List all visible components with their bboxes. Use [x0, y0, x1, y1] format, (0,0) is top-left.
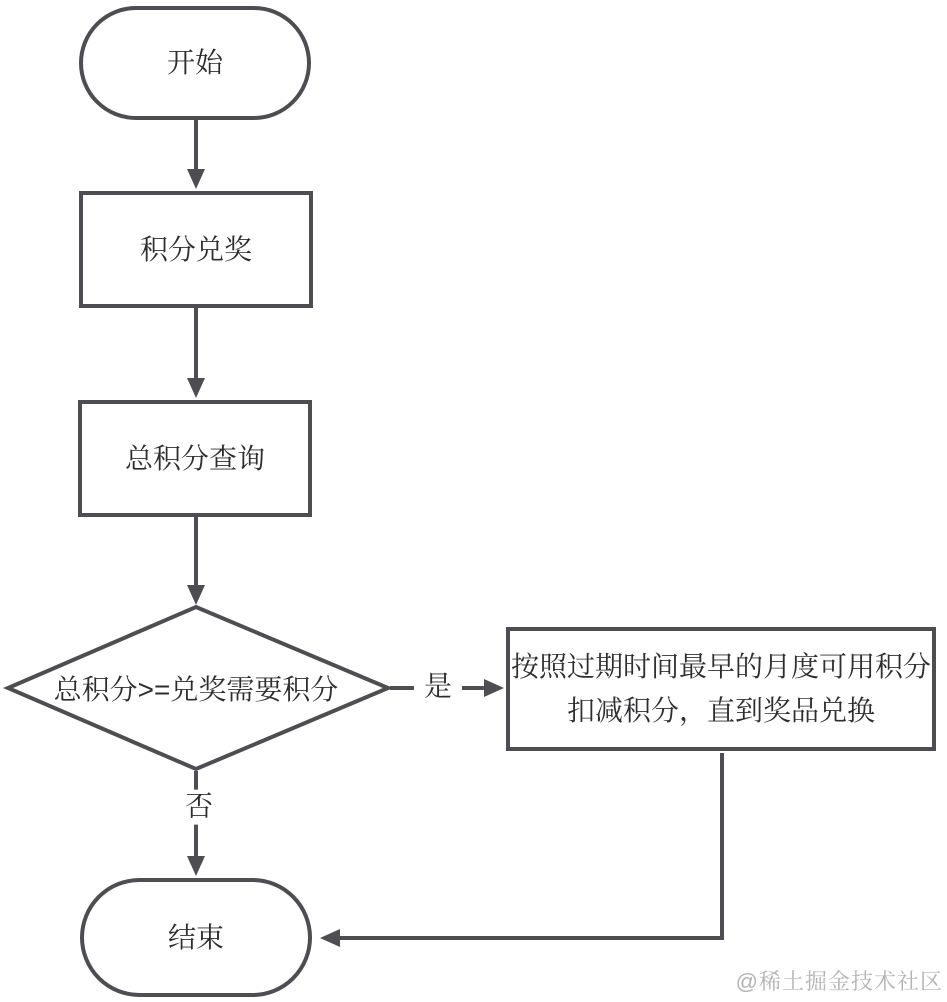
end-node-label: 结束	[167, 921, 224, 953]
arrowhead-redeem-to-query	[187, 378, 205, 398]
process-node-query-label: 总积分查询	[124, 442, 265, 474]
arrowhead-start-to-redeem	[187, 169, 205, 189]
process-node-deduct-line1: 按照过期时间最早的月度可用积分	[510, 651, 931, 682]
process-node-redeem	[79, 191, 313, 308]
edge-deduct-to-end	[340, 753, 722, 938]
process-node-deduct	[506, 627, 936, 751]
process-node-deduct-line2: 扣减积分，直到奖品兑换	[566, 695, 875, 726]
no-edge-label: 否	[175, 790, 223, 825]
process-node-query	[78, 400, 312, 517]
yes-edge-label: 是	[414, 670, 462, 705]
end-node	[80, 878, 312, 997]
decision-node-label: 总积分>=兑奖需要积分	[53, 674, 339, 705]
watermark-text: @稀土掘金技术社区	[735, 969, 943, 994]
arrowhead-decision-to-deduct	[484, 679, 504, 697]
process-node-redeem-label: 积分兑奖	[139, 233, 252, 265]
arrowhead-deduct-to-end	[320, 929, 340, 947]
start-node	[79, 6, 311, 120]
arrowhead-query-to-decision	[187, 585, 205, 605]
start-node-label: 开始	[166, 47, 223, 79]
arrowhead-decision-to-end	[187, 856, 205, 876]
